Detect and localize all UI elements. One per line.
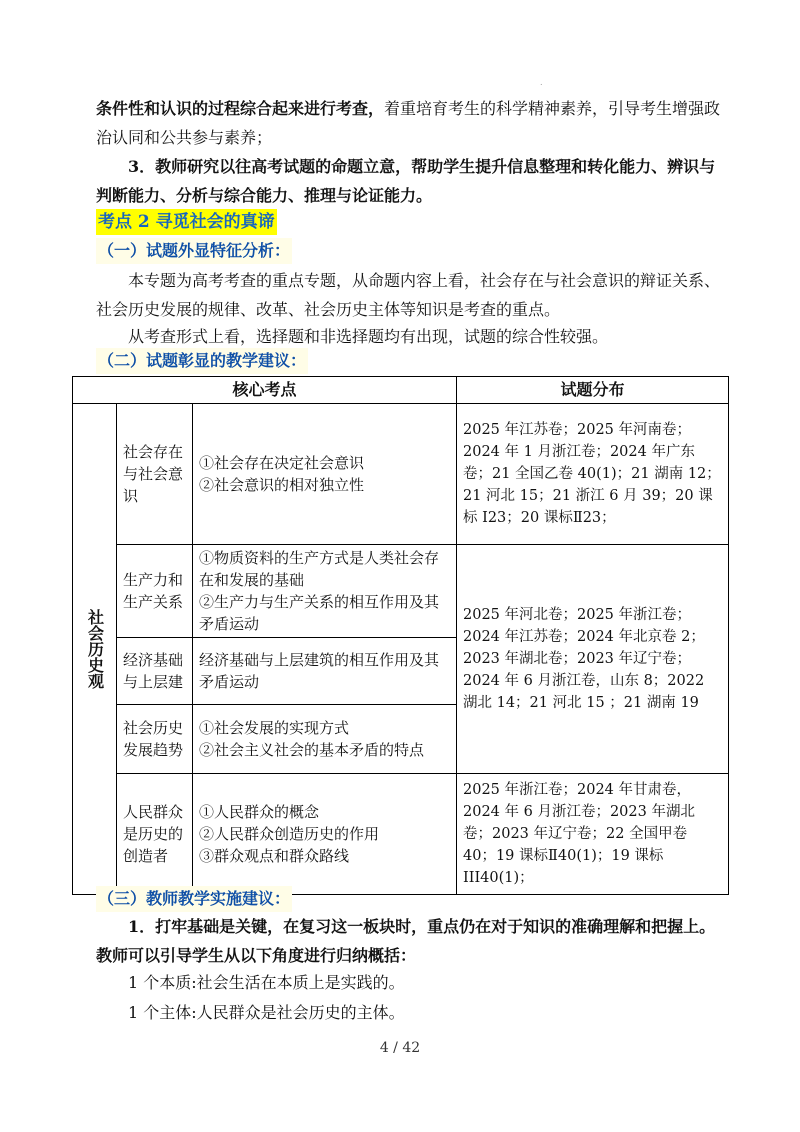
topic-cell: 经济基础与上层建	[117, 638, 193, 705]
point-line: ②社会主义社会的基本矛盾的特点	[199, 741, 425, 759]
point-line: ①社会存在决定社会意识	[199, 454, 365, 472]
point-line: ②社会意识的相对独立性	[199, 476, 365, 494]
table-row	[73, 404, 729, 545]
points-cell	[193, 774, 457, 895]
section-3-paragraph-3: 1 个主体:人民群众是社会历史的主体。	[128, 1003, 405, 1022]
topic-cell: 人民群众是历史的创造者	[117, 774, 193, 895]
point-line: ①社会发展的实现方式	[199, 719, 350, 737]
point-line: ①人民群众的概念	[199, 803, 320, 821]
intro-paragraph	[96, 94, 728, 152]
intro-rest-text: 着重培育考生的科学精神素养，引导考生增强政治认同和公共参与素养；	[96, 99, 721, 147]
point-line: ①物质资料的生产方式是人类社会存在和发展的基础	[199, 549, 440, 589]
speck-mark: .	[540, 78, 543, 87]
distribution-cell: 2025 年江苏卷；2025 年河南卷；2024 年 1 月浙江卷；2024 年广东卷；21 全国乙卷 40(1)；21 湖南 12；21 河北 15；21 浙江 6 月 39；20 课标 I23；20 课标Ⅱ23；	[457, 404, 729, 545]
section-1-paragraph-1: 本专题为高考考查的重点专题，从命题内容上看，社会存在与社会意识的辩证关系、社会历史发展的规律、改革、社会历史主体等知识是考查的重点。	[96, 271, 721, 319]
topic-cell: 社会历史发展趋势	[117, 705, 193, 774]
points-cell	[193, 638, 457, 705]
points-cell	[193, 404, 457, 545]
exam-topic-table	[72, 376, 729, 895]
table-header-row	[73, 377, 729, 404]
section-1-heading: （一）试题外显特征分析：	[96, 238, 292, 264]
header-distribution: 试题分布	[457, 377, 729, 404]
heading-topic-2: 考点 2 寻觅社会的真谛	[96, 209, 277, 235]
distribution-cell: 2025 年河北卷；2025 年浙江卷；2024 年江苏卷；2024 年北京卷 2；2023 年湖北卷；2023 年辽宁卷；2024 年 6 月浙江卷，山东 8；2022 湖北 14；21 河北 15 ；21 湖南 19	[457, 545, 729, 774]
section-2-heading: （二）试题彰显的教学建议：	[96, 348, 308, 374]
section-3-paragraph-2: 1 个本质:社会生活在本质上是实践的。	[128, 973, 405, 992]
table-row	[73, 545, 729, 638]
page-number: 4 / 42	[379, 1040, 421, 1056]
distribution-cell: 2025 年浙江卷；2024 年甘肃卷，2024 年 6 月浙江卷；2023 年湖北卷；2023 年辽宁卷；22 全国甲卷 40；19 课标Ⅱ40(1)；19 课标 III40(1)；	[457, 774, 729, 895]
section-1-paragraph-2: 从考查形式上看，选择题和非选择题均有出现，试题的综合性较强。	[128, 327, 609, 346]
topic-cell: 社会存在与社会意识	[117, 404, 193, 545]
section-3-paragraph-1: 1．打牢基础是关键，在复习这一板块时，重点仍在对于知识的准确理解和把握上。教师可以引导学生从以下角度进行归纳概括：	[96, 917, 716, 965]
point-line: ②生产力与生产关系的相互作用及其矛盾运动	[199, 593, 440, 633]
points-cell	[193, 545, 457, 638]
point-line: 经济基础与上层建筑的相互作用及其矛盾运动	[199, 651, 440, 691]
table-row	[73, 774, 729, 895]
point-line: ②人民群众创造历史的作用	[199, 825, 380, 843]
category-cell: 社会历史观	[73, 404, 117, 895]
section-3-heading: （三）教师教学实施建议：	[96, 886, 292, 912]
intro-bold-text: 条件性和认识的过程综合起来进行考查，	[96, 99, 385, 118]
points-cell	[193, 705, 457, 774]
header-core-topics: 核心考点	[73, 377, 457, 404]
topic-cell: 生产力和生产关系	[117, 545, 193, 638]
point-line: ③群众观点和群众路线	[199, 847, 350, 865]
point-3-paragraph: 3．教师研究以往高考试题的命题立意，帮助学生提升信息整理和转化能力、辨识与判断能力、分析与综合能力、推理与论证能力。	[96, 157, 716, 205]
